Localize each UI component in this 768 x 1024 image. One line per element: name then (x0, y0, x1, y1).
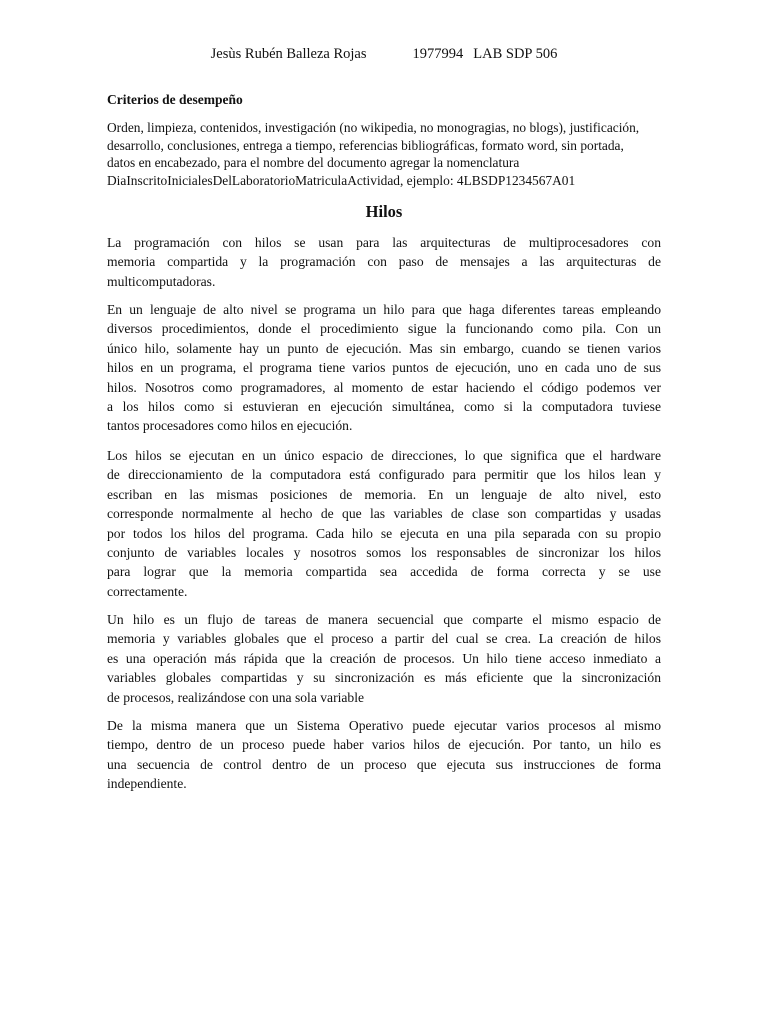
paragraph-high-level (107, 300, 661, 436)
paragraph-line: corresponde normalmente al hecho de que las variables de clase son compartidas y usadas (107, 506, 661, 522)
paragraph-line: correctamente. (107, 583, 188, 599)
paragraph-line: una secuencia de control dentro de un proceso que ejecuta sus instrucciones de forma (107, 756, 661, 772)
paragraph-line: memoria compartida y la programación con paso de mensajes a las arquitecturas de (107, 254, 661, 270)
paragraph-line: multicomputadoras. (107, 273, 216, 289)
paragraph-line: de direccionamiento de la computadora está configurado para permitir que los hilos lean y (107, 467, 661, 483)
paragraph-operating-system (107, 716, 661, 794)
paragraph-address-space (107, 446, 661, 601)
paragraph-line: es una operación más rápida que la creación de procesos. Un hilo tiene acceso inmediato a (107, 650, 661, 666)
paragraph-line: memoria y variables globales que el proceso a partir del cual se crea. La creación de hilos (107, 631, 661, 647)
paragraph-line: Un hilo es un flujo de tareas de manera secuencial que comparte el mismo espacio de (107, 612, 661, 627)
document-header (0, 46, 768, 63)
paragraph-line: a los hilos como si estuvieran en ejecución simultánea, como si la computadora tuviese (107, 399, 661, 415)
criteria-text (107, 119, 667, 189)
paragraph-line: de procesos, realizándose con una sola variable (107, 689, 365, 705)
lab-code: LAB SDP 506 (473, 46, 558, 62)
paragraph-line: tantos procesadores como hilos en ejecución. (107, 418, 353, 434)
paragraph-line: conjunto de variables locales y nosotros somos los responsables de sincronizar los hilos (107, 545, 661, 561)
criteria-line: DiaInscritoInicialesDelLaboratorioMatriculaActividad, ejemplo: 4LBSDP1234567A01 (107, 172, 576, 188)
student-id: 1977994 (412, 46, 464, 62)
paragraph-line: escriban en las mismas posiciones de memoria. En un lenguaje de alto nivel, esto (107, 486, 661, 502)
document-title: Hilos (365, 202, 403, 221)
paragraph-line: hilos en un programa, el programa tiene varios puntos de ejecución, uno en cada uno de sus (107, 360, 661, 376)
criteria-heading: Criterios de desempeño (107, 92, 243, 107)
paragraph-line: para lograr que la memoria compartida sea accedida de forma correcta y se use (107, 564, 661, 580)
paragraph-line: diversos procedimientos, donde el procedimiento sigue la funcionando como pila. Con un (107, 321, 661, 337)
paragraph-thread-definition (107, 610, 661, 707)
criteria-line: desarrollo, conclusiones, entrega a tiempo, referencias bibliográficas, formato word, sin portada, (107, 137, 624, 153)
paragraph-line: La programación con hilos se usan para las arquitecturas de multiprocesadores con (107, 235, 661, 250)
paragraph-line: tiempo, dentro de un proceso puede haber varios hilos de ejecución. Por tanto, un hilo es (107, 737, 661, 753)
criteria-line: datos en encabezado, para el nombre del documento agregar la nomenclatura (107, 155, 520, 171)
paragraph-line: En un lenguaje de alto nivel se programa un hilo para que haga diferentes tareas empleando (107, 302, 661, 317)
paragraph-line: variables globales compartidas y su sincronización es más eficiente que la sincronización (107, 670, 661, 686)
paragraph-line: independiente. (107, 776, 187, 792)
criteria-line: Orden, limpieza, contenidos, investigación (no wikipedia, no monogragias, no blogs), justificación, (107, 120, 640, 135)
paragraph-line: único hilo, solamente hay un punto de ejecución. Mas sin embargo, cuando se tienen varios (107, 340, 661, 356)
paragraph-line: De la misma manera que un Sistema Operativo puede ejecutar varios procesos al mismo (107, 718, 661, 733)
author-name: Jesùs Rubén Balleza Rojas (210, 46, 367, 62)
paragraph-line: por todos los hilos del programa. Cada hilo se ejecuta en una pila separada con su propio (107, 525, 661, 541)
paragraph-line: Los hilos se ejecutan en un único espacio de direcciones, lo que significa que el hardware (107, 448, 661, 463)
paragraph-line: hilos. Nosotros como programadores, al momento de estar haciendo el código podemos ver (107, 379, 661, 395)
paragraph-intro (107, 233, 661, 291)
